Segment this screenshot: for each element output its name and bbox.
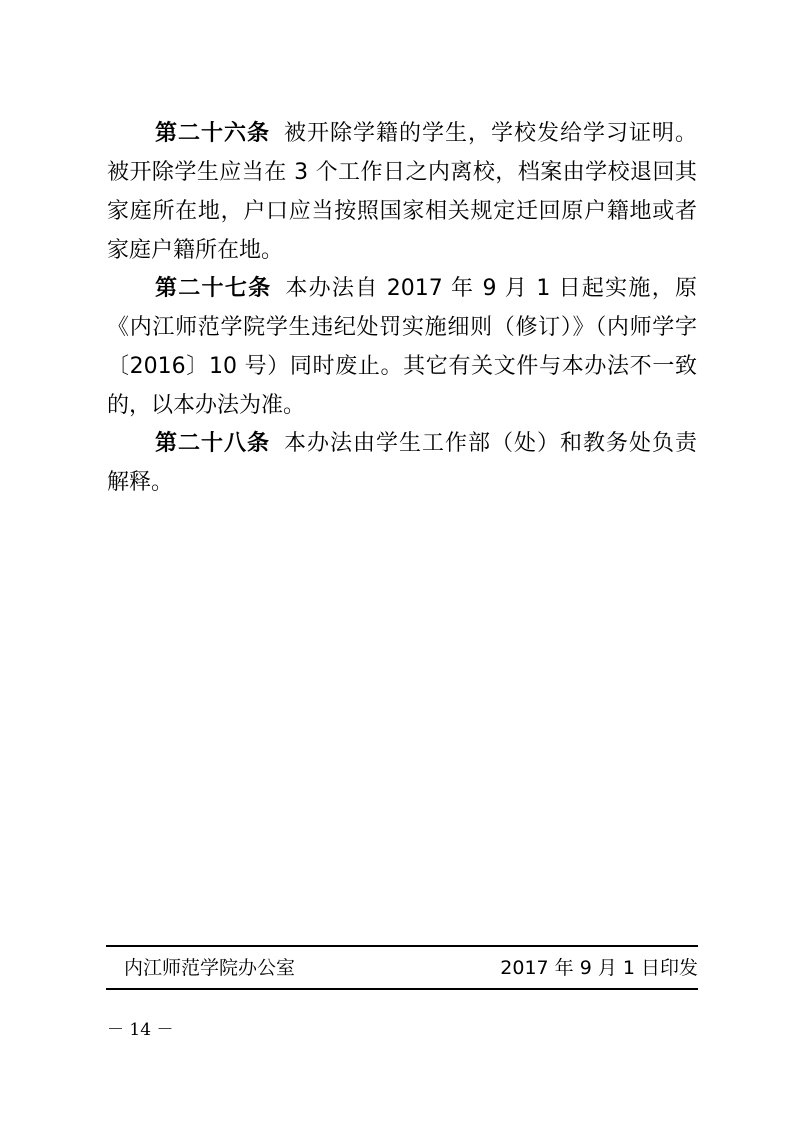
footer-issuer: 内江师范学院办公室 <box>124 957 296 979</box>
page-number: － 14 － <box>107 1020 174 1040</box>
article-26-text: 被开除学籍的学生，学校发给学习证明。被开除学生应当在 3 个工作日之内离校，档案由学校退回其家庭所在地，户口应当按照国家相关规定迁回原户籍地或者家庭户籍所在地。 <box>107 121 697 263</box>
footer-top-rule <box>106 945 698 947</box>
article-28-text: 本办法由学生工作部（处）和教务处负责解释。 <box>107 431 697 495</box>
article-28-number: 第二十八条 <box>155 431 270 456</box>
article-27-text: 本办法自 2017 年 9 月 1 日起实施，原《内江师范学院学生违纪处罚实施细则（修订）》（内师学字〔2016〕10 号）同时废止。其它有关文件与本办法不一致的，以本办法为准。 <box>107 276 697 418</box>
article-26 <box>107 114 697 270</box>
footer-bottom-rule <box>106 988 698 990</box>
article-27-number: 第二十七条 <box>155 276 272 301</box>
article-28 <box>107 424 697 502</box>
footer-print-date: 2017 年 9 月 1 日印发 <box>500 957 698 979</box>
article-27 <box>107 269 697 425</box>
article-26-number: 第二十六条 <box>155 121 270 146</box>
